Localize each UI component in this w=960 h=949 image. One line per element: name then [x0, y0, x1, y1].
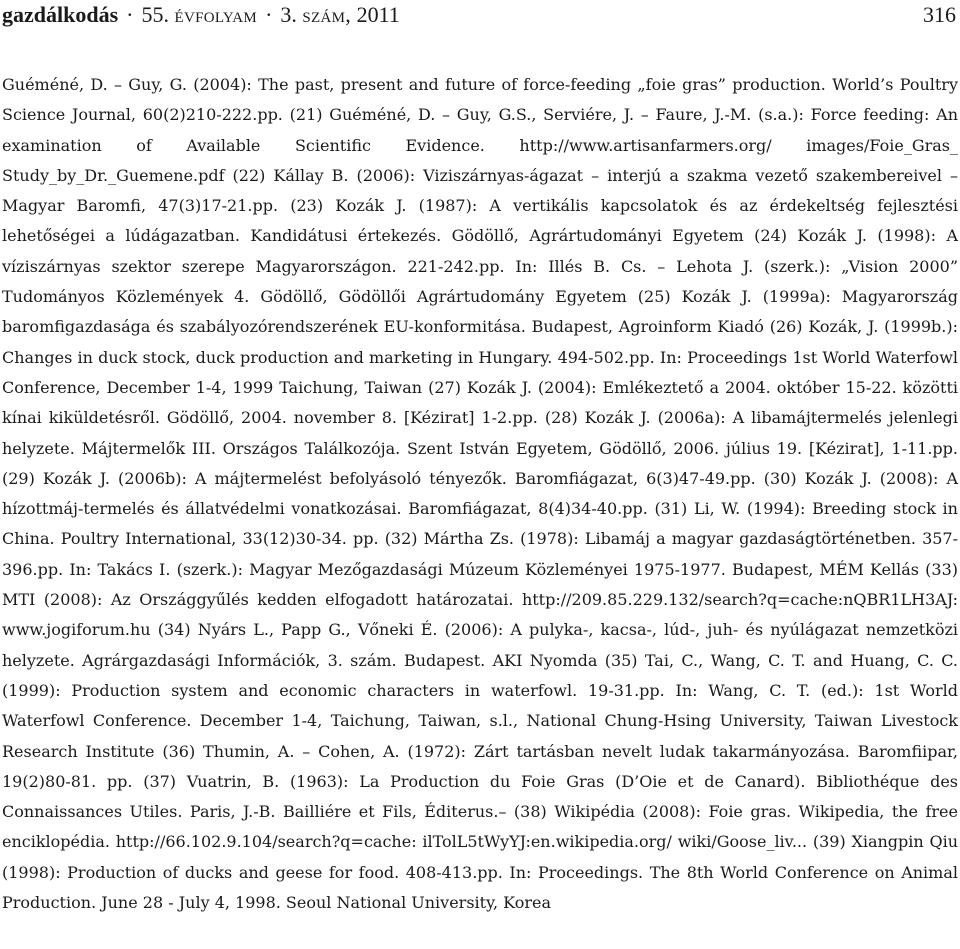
reference-item: (34) Nyárs L., Papp G., Vőneki É. (2006): A pulyka-, kacsa-, lúd-, juh- és nyúlágazat nemzetközi helyzete. Agrárgazdasági Információk, 3. szám. Budapest. AKI Nyomda — [2, 620, 958, 670]
reference-item: (22) Kállay B. (2006): Viziszárnyas-ágazat – interjú a szakma vezető szakembereivel – Magyar Baromfi, 47(3)17-21.pp. — [2, 165, 958, 216]
reference-item: (21) Guéméné, D. – Guy, G.S., Serviére, J. – Faure, J.-M. (s.a.): Force feeding: An examination of Available Scientific Evidence. http://www.artisanfarmers.org/ images/Foie_Gras_ Study_by_Dr._Guemene.pdf — [2, 105, 959, 185]
reference-item: (33) MTI (2008): Az Országgyűlés kedden elfogadott határozatai. http://209.85.229.132/search?q=cache:nQBR1LH3AJ: www.jogiforum.hu — [2, 559, 959, 640]
reference-item: (25) Kozák J. (1999a): Magyarország baromfigazdasága és szabályozórendszerének EU-konformitása. Budapest, Agroinform Kiadó — [2, 287, 958, 337]
page-number: 316 — [923, 2, 956, 27]
reference-item: (39) Xiangpin Qiu (1998): Production of ducks and geese for food. 408-413.pp. In: Proceedings. The 8th World Conference on Animal Production. June 28 - July 4, 1998. Seoul National University, Korea — [2, 832, 959, 913]
reference-item: (35) Tai, C., Wang, C. T. and Huang, C. C. (1999): Production system and economic characters in waterfowl. 19-31.pp. In: Wang, C. T. (ed.): 1st World Waterfowl Conference. December 1-4, Taichung, Taiwan, s.l., National Chung-Hsing University, Taiwan Livestock Research Institute — [2, 650, 958, 761]
reference-item: (24) Kozák J. (1998): A víziszárnyas szektor szerepe Magyarországon. 221-242.pp. In: Illés B. Cs. – Lehota J. (szerk.): „Vision 2000” Tudományos Közlemények 4. Gödöllő, Gödöllői Agrártudomány Egyetem — [2, 226, 958, 307]
reference-item: Guéméné, D. – Guy, G. (2004): The past, present and future of force-feeding „foie gras” production. World’s Poultry Science Journal, 60(2)210-222.pp. — [2, 75, 958, 125]
issue-label: szám, — [302, 2, 352, 27]
reference-item: (37) Vuatrin, B. (1963): La Production du Foie Gras (D’Oie et de Canard). Bibliothéque des Connaissances Utiles. Paris, J.-B. Bailliére et Fils, Éditerus.– — [2, 771, 958, 822]
reference-item: (28) Kozák J. (2006a): A libamájtermelés jelenlegi helyzete. Májtermelők III. Országos Találkozója. Szent István Egyetem, Gödöllő, 2006. július 19. [Kézirat], 1-11.pp. — [2, 408, 958, 458]
journal-name: gazdálkodás — [2, 2, 119, 27]
reference-item: (29) Kozák J. (2006b): A májtermelést befolyásoló tényezők. Baromfiágazat, 6(3)47-49.pp. — [2, 468, 756, 488]
reference-item: (23) Kozák J. (1987): A vertikális kapcsolatok és az érdekeltség fejlesztési lehetőségei a lúdágazatban. Kandidátusi értekezés. Gödöllő, Agrártudományi Egyetem — [2, 196, 958, 246]
running-header — [2, 2, 956, 32]
reference-item: (30) Kozák J. (2008): A hízottmáj-termelés és állatvédelmi vonatkozásai. Baromfiágazat, 8(4)34-40.pp. — [2, 468, 958, 519]
reference-item: (36) Thumin, A. – Cohen, A. (1972): Zárt tartásban nevelt ludak takarmányozása. Baromfiipar, 19(2)80-81. pp. — [2, 741, 959, 791]
volume-label: évfolyam — [174, 2, 258, 27]
year: 2011 — [356, 2, 400, 27]
reference-item: (32) Mártha Zs. (1978): Libamáj a magyar gazdaságtörténetben. 357-396.pp. In: Takács I. (szerk.): Magyar Mezőgazdasági Múzeum Közleményei 1975-1977. Budapest, MÉM Kellás — [2, 529, 959, 579]
reference-list — [2, 70, 958, 918]
header-separator: · — [265, 2, 273, 27]
header-separator: · — [126, 2, 134, 27]
issue-number: 3. — [280, 2, 297, 27]
reference-item: (31) Li, W. (1994): Breeding stock in China. Poultry International, 33(12)30-34. pp. — [2, 499, 958, 549]
volume-number: 55. — [141, 2, 169, 27]
reference-item: (27) Kozák J. (2004): Emlékeztető a 2004. október 15-22. közötti kínai kiküldetésről. Gödöllő, 2004. november 8. [Kézirat] 1-2.pp. — [2, 377, 959, 428]
reference-item: (38) Wikipédia (2008): Foie gras. Wikipedia, the free enciklopédia. http://66.102.9.104/search?q=cache: ilTolL5tWyYJ:en.wikipedia.org/ wiki/Goose_liv... — [2, 802, 958, 852]
reference-item: (26) Kozák, J. (1999b.): Changes in duck stock, duck production and marketing in Hungary. 494-502.pp. In: Proceedings 1st World Waterfowl Conference, December 1-4, 1999 Taichung, Taiwan — [2, 317, 959, 397]
